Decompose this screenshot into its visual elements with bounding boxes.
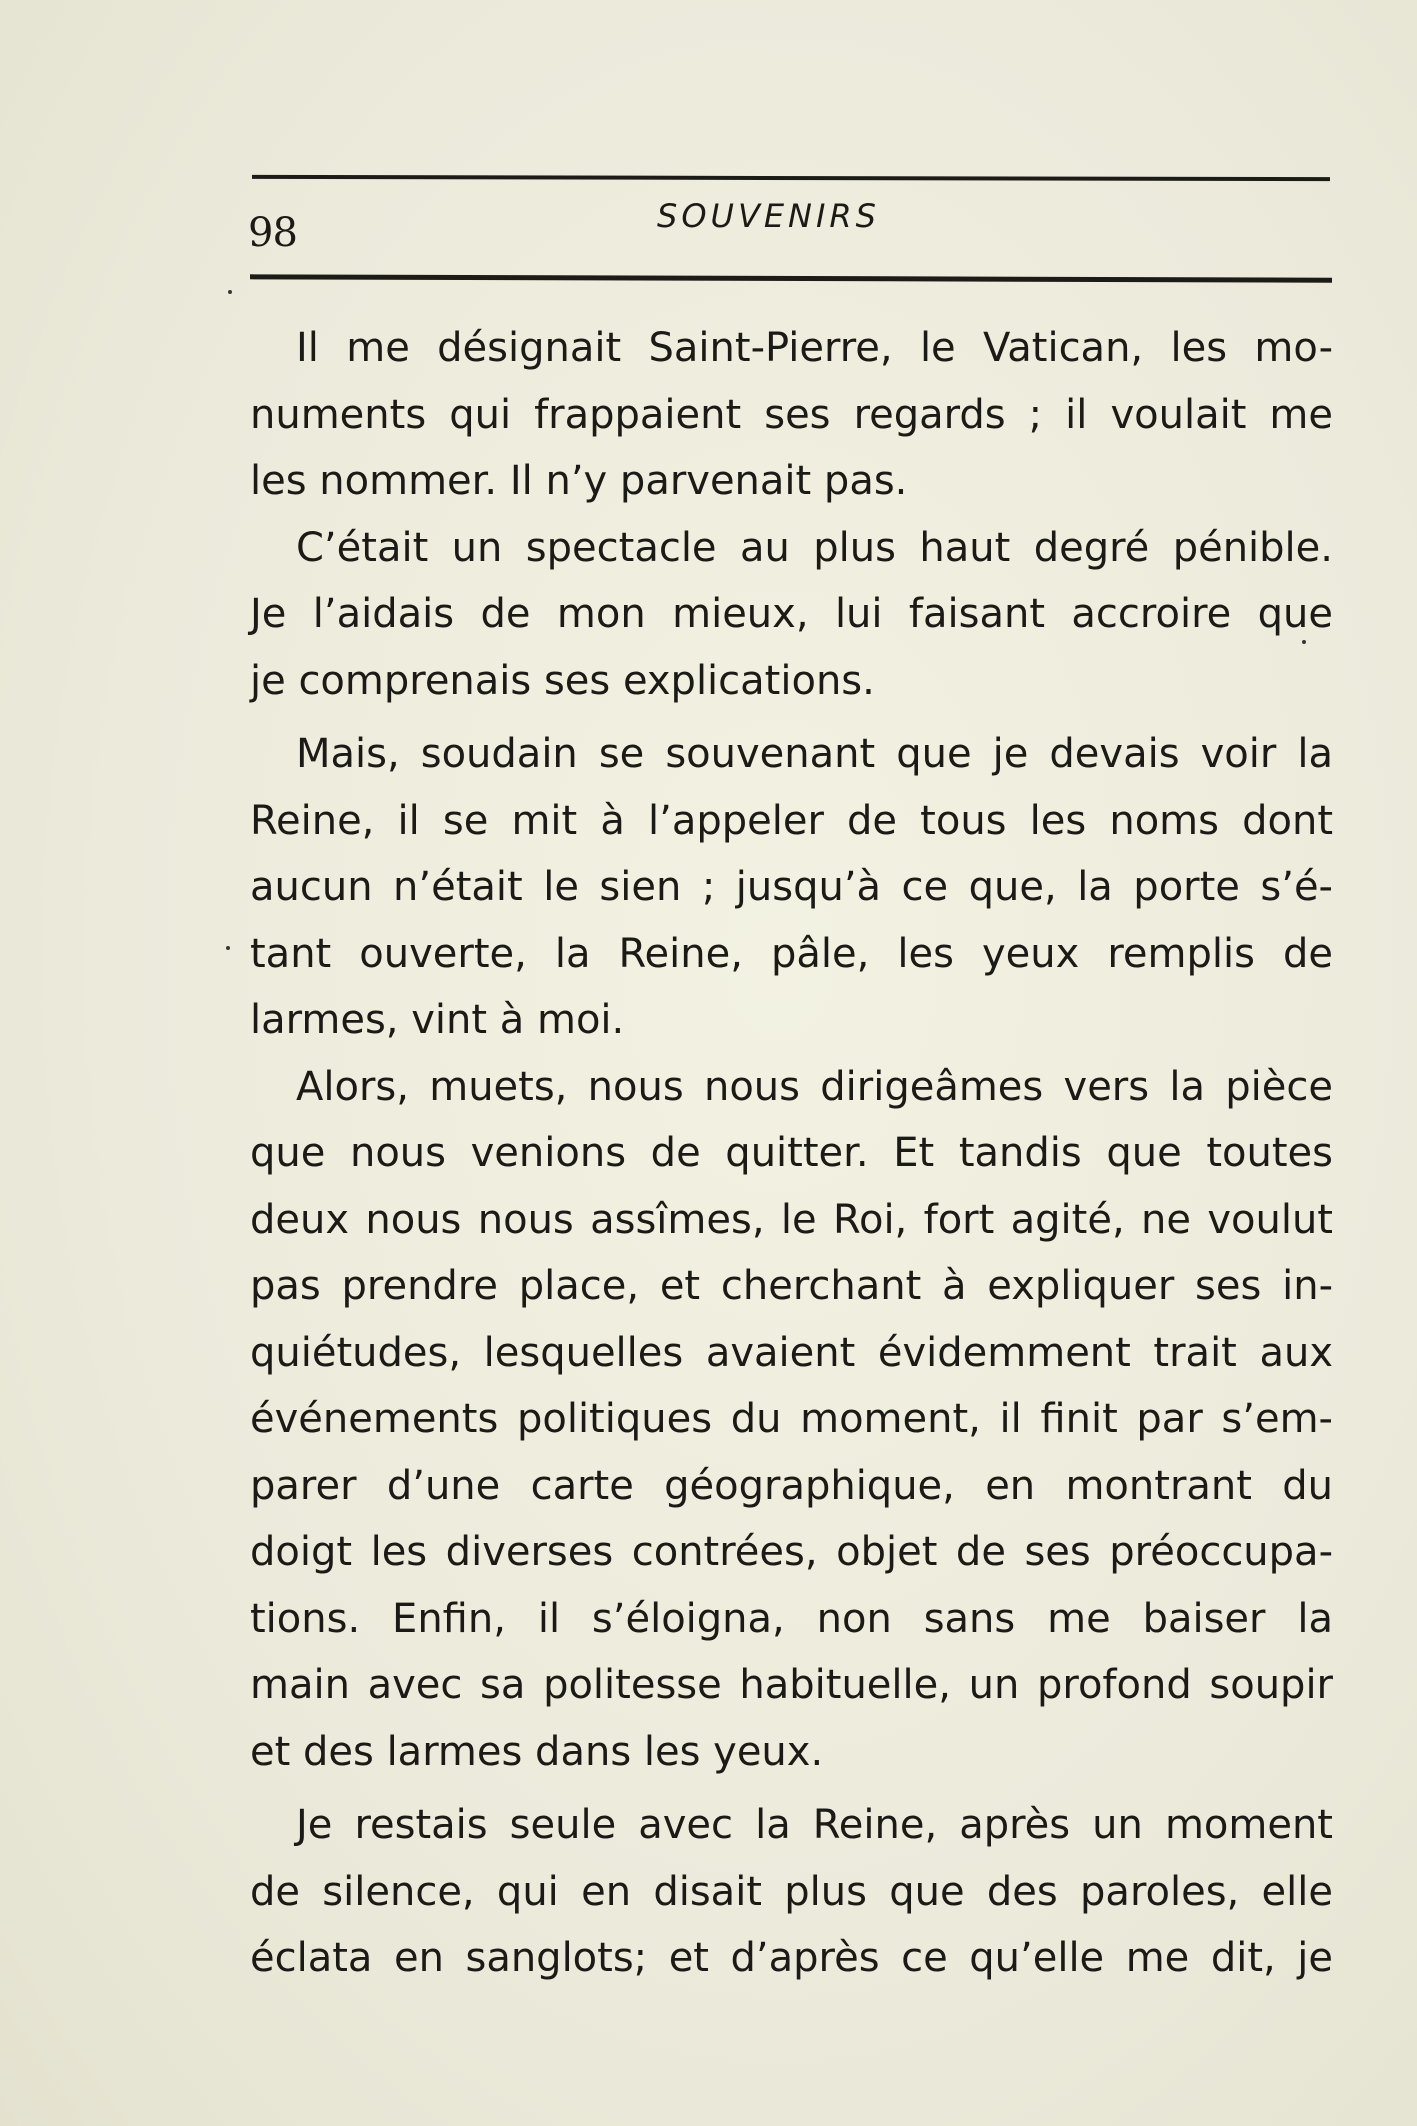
text-line: doigt les diverses contrées, objet de ses préoccupa-	[250, 1529, 1333, 1575]
paper-speck	[1302, 640, 1306, 644]
text-line: C’était un spectacle au plus haut degré pénible.	[296, 524, 1333, 571]
text-line: tions. Enfin, il s’éloigna, non sans me baiser la	[250, 1595, 1333, 1642]
text-line: Je restais seule avec la Reine, après un moment	[296, 1802, 1333, 1848]
text-line: pas prendre place, et cherchant à expliquer ses in-	[250, 1263, 1333, 1309]
text-line: Reine, il se mit à l’appeler de tous les noms dont	[250, 797, 1333, 844]
text-line: Il me désignait Saint-Pierre, le Vatican, les mo-	[296, 325, 1333, 371]
text-line: parer d’une carte géographique, en montrant du	[250, 1462, 1333, 1509]
paragraph	[250, 315, 1333, 515]
text-line: et des larmes dans les yeux.	[250, 1728, 824, 1775]
running-title: SOUVENIRS	[657, 197, 880, 235]
text-line: quiétudes, lesquelles avaient évidemment trait aux	[250, 1329, 1333, 1376]
text-line: éclata en sanglots; et d’après ce qu’elle me dit, je	[250, 1935, 1333, 1981]
text-line: aucun n’était le sien ; jusqu’à ce que, la porte s’é-	[250, 864, 1333, 910]
paragraph	[250, 1054, 1333, 1786]
text-line: larmes, vint à moi.	[250, 997, 625, 1043]
text-line: deux nous nous assîmes, le Roi, fort agité, ne voulut	[250, 1196, 1333, 1243]
body-text	[250, 315, 1333, 1992]
paragraph	[250, 1792, 1333, 1992]
text-line: main avec sa politesse habituelle, un profond soupir	[250, 1662, 1333, 1708]
text-line: numents qui frappaient ses regards ; il voulait me	[250, 391, 1333, 438]
text-line: de silence, qui en disait plus que des paroles, elle	[250, 1868, 1333, 1915]
header-rule-top	[252, 175, 1330, 181]
text-line: Je l’aidais de mon mieux, lui faisant accroire que	[250, 591, 1333, 637]
text-line: que nous venions de quitter. Et tandis que toutes	[250, 1130, 1333, 1176]
header-rule-bottom	[250, 274, 1332, 282]
page-number: 98	[248, 210, 297, 256]
text-line: Mais, soudain se souvenant que je devais voir la	[296, 731, 1333, 777]
paragraph	[250, 515, 1333, 715]
text-line: tant ouverte, la Reine, pâle, les yeux remplis de	[250, 930, 1333, 977]
text-line: événements politiques du moment, il finit par s’em-	[250, 1396, 1333, 1442]
text-line: Alors, muets, nous nous dirigeâmes vers la pièce	[296, 1063, 1333, 1110]
paper-speck	[228, 290, 232, 294]
paper-speck	[226, 946, 230, 950]
text-line: les nommer. Il n’y parvenait pas.	[250, 458, 908, 504]
paragraph	[250, 721, 1333, 1054]
text-line: je comprenais ses explications.	[250, 657, 875, 704]
